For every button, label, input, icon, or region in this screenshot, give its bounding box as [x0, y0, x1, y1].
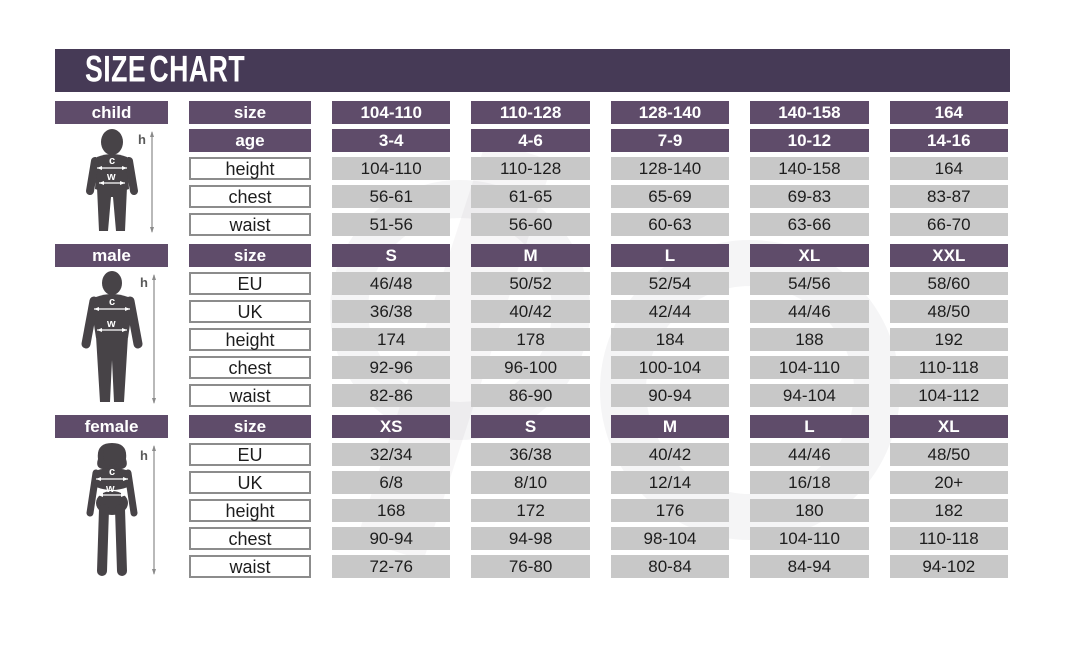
child-size-header-cell: 110-128: [471, 101, 589, 124]
child-chest-value-cell: 69-83: [750, 185, 868, 208]
female-size-header-cell: XL: [890, 415, 1008, 438]
male-chest-value-cell: 104-110: [750, 356, 868, 379]
child-height-row-label: height: [189, 157, 311, 180]
section-label-female: female: [55, 415, 168, 438]
child-height-value-cell: 110-128: [471, 157, 589, 180]
child-waist-value-cell: 63-66: [750, 213, 868, 236]
female-EU-value-cell: 48/50: [890, 443, 1008, 466]
title-bar: [55, 49, 1010, 92]
child-figure-icon: [60, 127, 176, 237]
male-UK-value-cell: 42/44: [611, 300, 729, 323]
male-size-header-cell: S: [332, 244, 450, 267]
child-height-value-cell: 140-158: [750, 157, 868, 180]
female-height-value-cell: 172: [471, 499, 589, 522]
male-EU-row-label: EU: [189, 272, 311, 295]
child-size-header-cell: 140-158: [750, 101, 868, 124]
child-height-value-cell: 104-110: [332, 157, 450, 180]
male-waist-value-cell: 82-86: [332, 384, 450, 407]
waist-label: w: [107, 318, 116, 330]
section-child: [55, 101, 1008, 236]
male-EU-value-cell: 46/48: [332, 272, 450, 295]
female-chest-value-cell: 104-110: [750, 527, 868, 550]
female-size-header-cell: M: [611, 415, 729, 438]
female-chest-value-cell: 90-94: [332, 527, 450, 550]
height-label: h: [138, 132, 146, 147]
chest-label: c: [109, 155, 116, 167]
female-size-header-cell: L: [750, 415, 868, 438]
female-size-header-cell: S: [471, 415, 589, 438]
male-waist-value-cell: 94-104: [750, 384, 868, 407]
female-height-row-label: height: [189, 499, 311, 522]
male-size-header-label: size: [189, 244, 311, 267]
female-waist-value-cell: 72-76: [332, 555, 450, 578]
male-EU-value-cell: 58/60: [890, 272, 1008, 295]
child-waist-row-label: waist: [189, 213, 311, 236]
child-chest-value-cell: 65-69: [611, 185, 729, 208]
female-height-value-cell: 180: [750, 499, 868, 522]
male-chest-value-cell: 100-104: [611, 356, 729, 379]
male-UK-value-cell: 40/42: [471, 300, 589, 323]
male-UK-value-cell: 44/46: [750, 300, 868, 323]
male-height-value-cell: 178: [471, 328, 589, 351]
female-UK-row-label: UK: [189, 471, 311, 494]
female-waist-value-cell: 80-84: [611, 555, 729, 578]
female-waist-value-cell: 76-80: [471, 555, 589, 578]
section-label-child: child: [55, 101, 168, 124]
male-EU-value-cell: 54/56: [750, 272, 868, 295]
female-waist-value-cell: 84-94: [750, 555, 868, 578]
child-waist-value-cell: 66-70: [890, 213, 1008, 236]
chest-label: c: [109, 466, 116, 478]
child-size-header-cell: 164: [890, 101, 1008, 124]
section-male: [55, 244, 1008, 407]
child-height-value-cell: 128-140: [611, 157, 729, 180]
male-chest-value-cell: 92-96: [332, 356, 450, 379]
male-height-value-cell: 192: [890, 328, 1008, 351]
female-EU-value-cell: 32/34: [332, 443, 450, 466]
chest-label: c: [109, 296, 116, 308]
female-waist-row-label: waist: [189, 555, 311, 578]
size-tables: [55, 101, 1008, 586]
female-waist-value-cell: 94-102: [890, 555, 1008, 578]
male-size-header-cell: L: [611, 244, 729, 267]
male-size-header-cell: XL: [750, 244, 868, 267]
waist-label: w: [106, 483, 115, 495]
child-age-header-cell: 4-6: [471, 129, 589, 152]
child-height-value-cell: 164: [890, 157, 1008, 180]
female-chest-value-cell: 110-118: [890, 527, 1008, 550]
child-size-header-cell: 104-110: [332, 101, 450, 124]
height-label: h: [140, 448, 148, 463]
male-UK-row-label: UK: [189, 300, 311, 323]
female-height-value-cell: 182: [890, 499, 1008, 522]
male-size-header-cell: M: [471, 244, 589, 267]
male-UK-value-cell: 48/50: [890, 300, 1008, 323]
female-chest-row-label: chest: [189, 527, 311, 550]
child-chest-value-cell: 56-61: [332, 185, 450, 208]
female-UK-value-cell: 8/10: [471, 471, 589, 494]
female-height-value-cell: 176: [611, 499, 729, 522]
male-UK-value-cell: 36/38: [332, 300, 450, 323]
female-size-header-label: size: [189, 415, 311, 438]
male-figure-icon: [60, 270, 176, 408]
child-waist-value-cell: 56-60: [471, 213, 589, 236]
height-label: h: [140, 275, 148, 290]
child-size-header-cell: 128-140: [611, 101, 729, 124]
male-height-value-cell: 184: [611, 328, 729, 351]
male-EU-value-cell: 50/52: [471, 272, 589, 295]
female-chest-value-cell: 98-104: [611, 527, 729, 550]
female-UK-value-cell: 6/8: [332, 471, 450, 494]
female-size-header-cell: XS: [332, 415, 450, 438]
child-waist-value-cell: 60-63: [611, 213, 729, 236]
female-UK-value-cell: 12/14: [611, 471, 729, 494]
male-chest-value-cell: 110-118: [890, 356, 1008, 379]
child-size-header-label: size: [189, 101, 311, 124]
male-size-header-cell: XXL: [890, 244, 1008, 267]
child-chest-value-cell: 61-65: [471, 185, 589, 208]
female-UK-value-cell: 20+: [890, 471, 1008, 494]
male-EU-value-cell: 52/54: [611, 272, 729, 295]
waist-label: w: [107, 171, 116, 183]
section-female: [55, 415, 1008, 578]
male-height-row-label: height: [189, 328, 311, 351]
female-chest-value-cell: 94-98: [471, 527, 589, 550]
male-waist-value-cell: 90-94: [611, 384, 729, 407]
child-chest-value-cell: 83-87: [890, 185, 1008, 208]
child-age-header-cell: 14-16: [890, 129, 1008, 152]
male-chest-row-label: chest: [189, 356, 311, 379]
male-height-value-cell: 174: [332, 328, 450, 351]
female-EU-row-label: EU: [189, 443, 311, 466]
child-age-header-label: age: [189, 129, 311, 152]
child-waist-value-cell: 51-56: [332, 213, 450, 236]
male-height-value-cell: 188: [750, 328, 868, 351]
page-title: SIZE CHART: [85, 49, 246, 91]
male-waist-value-cell: 86-90: [471, 384, 589, 407]
child-age-header-cell: 7-9: [611, 129, 729, 152]
male-waist-row-label: waist: [189, 384, 311, 407]
female-height-value-cell: 168: [332, 499, 450, 522]
child-age-header-cell: 3-4: [332, 129, 450, 152]
female-figure-icon: [60, 441, 176, 579]
child-chest-row-label: chest: [189, 185, 311, 208]
female-UK-value-cell: 16/18: [750, 471, 868, 494]
female-EU-value-cell: 36/38: [471, 443, 589, 466]
section-label-male: male: [55, 244, 168, 267]
child-age-header-cell: 10-12: [750, 129, 868, 152]
female-EU-value-cell: 44/46: [750, 443, 868, 466]
male-waist-value-cell: 104-112: [890, 384, 1008, 407]
male-chest-value-cell: 96-100: [471, 356, 589, 379]
female-EU-value-cell: 40/42: [611, 443, 729, 466]
